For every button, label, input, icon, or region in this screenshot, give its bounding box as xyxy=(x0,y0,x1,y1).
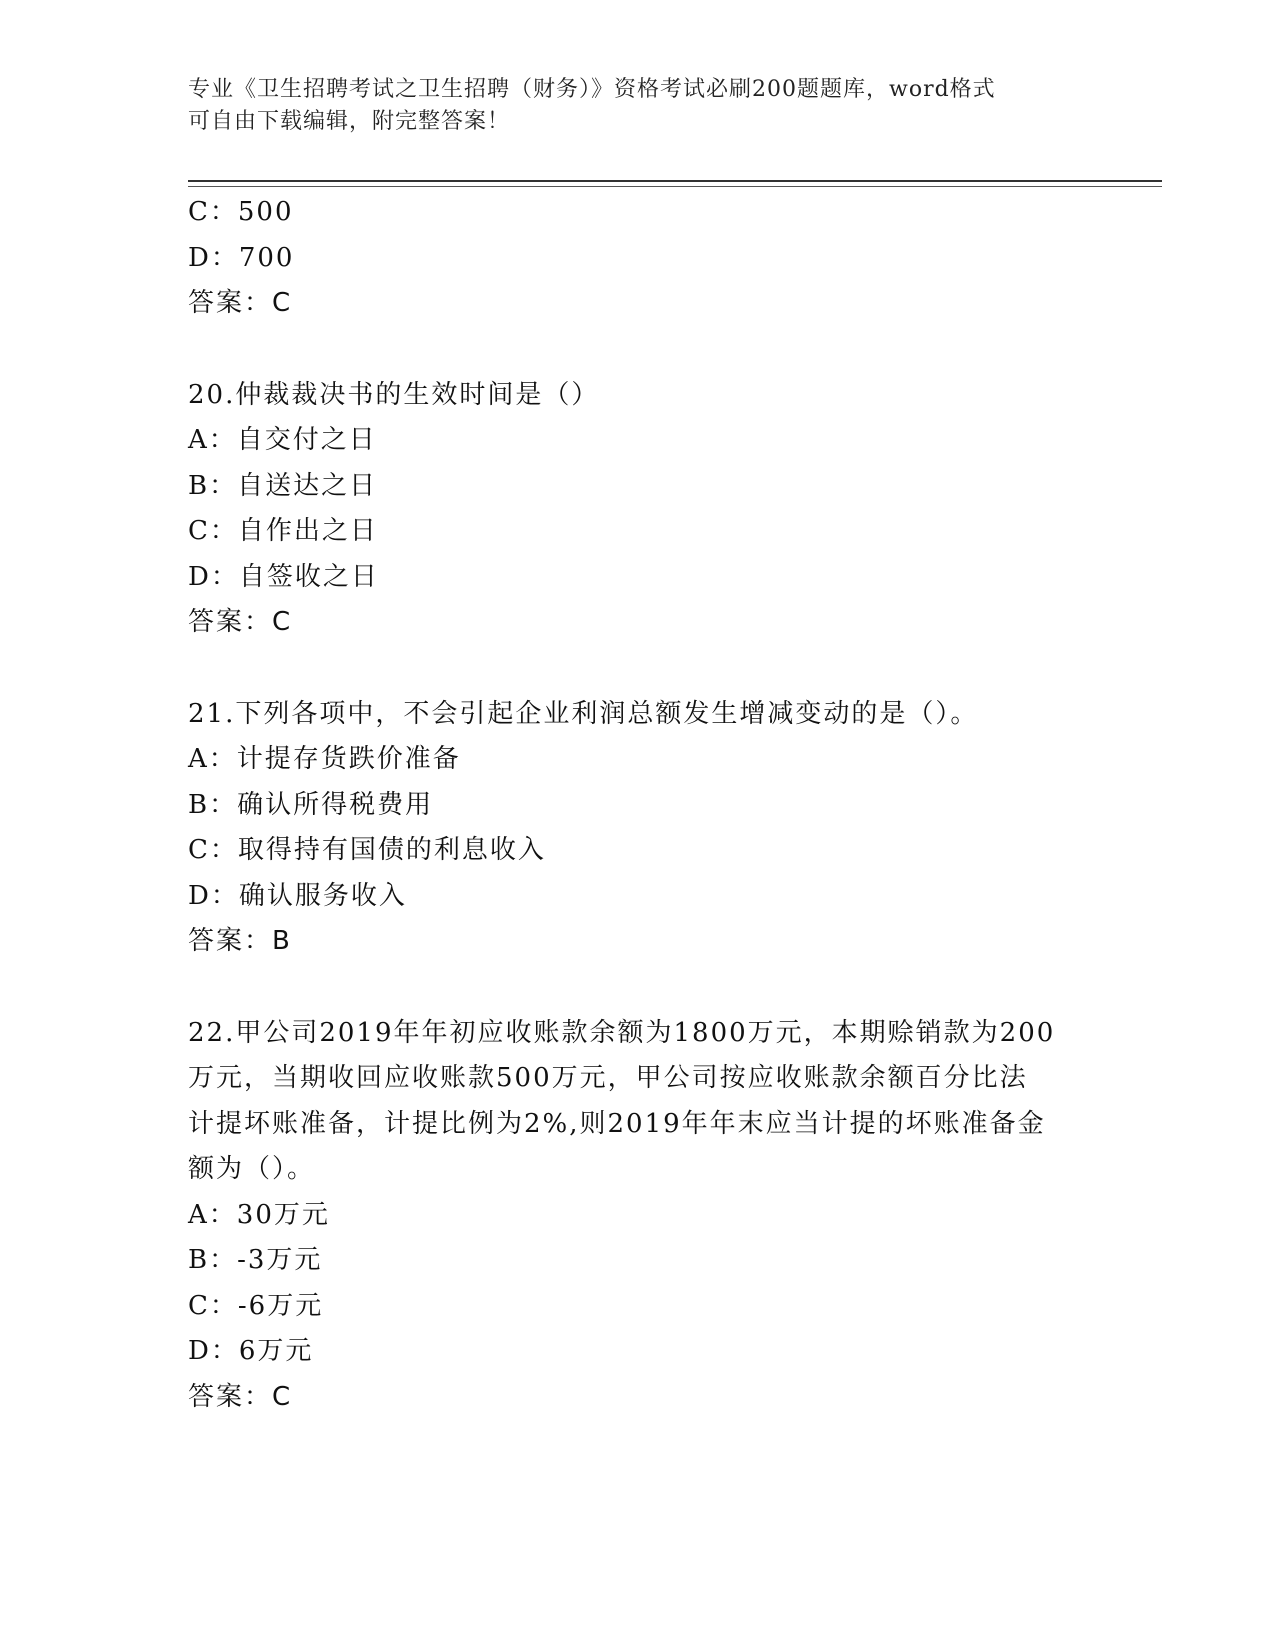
option-c: C：取得持有国债的利息收入 xyxy=(188,835,546,865)
option-b: B：-3万元 xyxy=(188,1245,323,1275)
question-21 xyxy=(188,692,1078,965)
header-rule-thin xyxy=(188,186,1162,187)
question-stem-line-2: 万元，当期收回应收账款500万元，甲公司按应收账款余额百分比法 xyxy=(188,1063,1028,1093)
question-19-tail xyxy=(188,190,1078,327)
header-line-2: 可自由下载编辑，附完整答案！ xyxy=(188,109,511,134)
document-header xyxy=(188,74,1068,138)
answer: 答案：C xyxy=(188,1381,293,1412)
option-a: A：30万元 xyxy=(188,1199,330,1230)
answer: 答案：C xyxy=(188,288,293,318)
option-d: D：6万元 xyxy=(188,1336,314,1366)
answer: 答案：C xyxy=(188,607,293,637)
option-b: B：自送达之日 xyxy=(188,470,378,501)
option-d: D：自签收之日 xyxy=(188,561,379,592)
question-22 xyxy=(188,1011,1078,1421)
question-stem-line-4: 额为（）。 xyxy=(188,1154,316,1184)
question-stem: 21.下列各项中，不会引起企业利润总额发生增减变动的是（）。 xyxy=(188,698,979,729)
option-d: D：确认服务收入 xyxy=(188,880,407,911)
option-c: C：自作出之日 xyxy=(188,516,378,546)
option-d: D：700 xyxy=(188,242,295,273)
answer: 答案：B xyxy=(188,926,292,956)
option-b: B：确认所得税费用 xyxy=(188,789,434,820)
header-rule-thick xyxy=(188,180,1162,182)
question-stem: 20.仲裁裁决书的生效时间是（） xyxy=(188,379,600,410)
spacer xyxy=(188,965,1078,1011)
spacer xyxy=(188,327,1078,373)
question-list xyxy=(188,190,1078,1420)
question-20 xyxy=(188,373,1078,646)
option-a: A：自交付之日 xyxy=(188,425,377,455)
option-a: A：计提存货跌价准备 xyxy=(188,744,461,774)
option-c: C：500 xyxy=(188,197,294,227)
question-stem-line-1: 22.甲公司2019年年初应收账款余额为1800万元，本期赊销款为200 xyxy=(188,1017,1056,1048)
option-c: C：-6万元 xyxy=(188,1290,324,1321)
header-line-1: 专业《卫生招聘考试之卫生招聘（财务）》资格考试必刷200题题库，word格式 xyxy=(188,77,996,102)
question-stem-line-3: 计提坏账准备，计提比例为2%,则2019年年末应当计提的坏账准备金 xyxy=(188,1108,1046,1139)
spacer xyxy=(188,646,1078,692)
